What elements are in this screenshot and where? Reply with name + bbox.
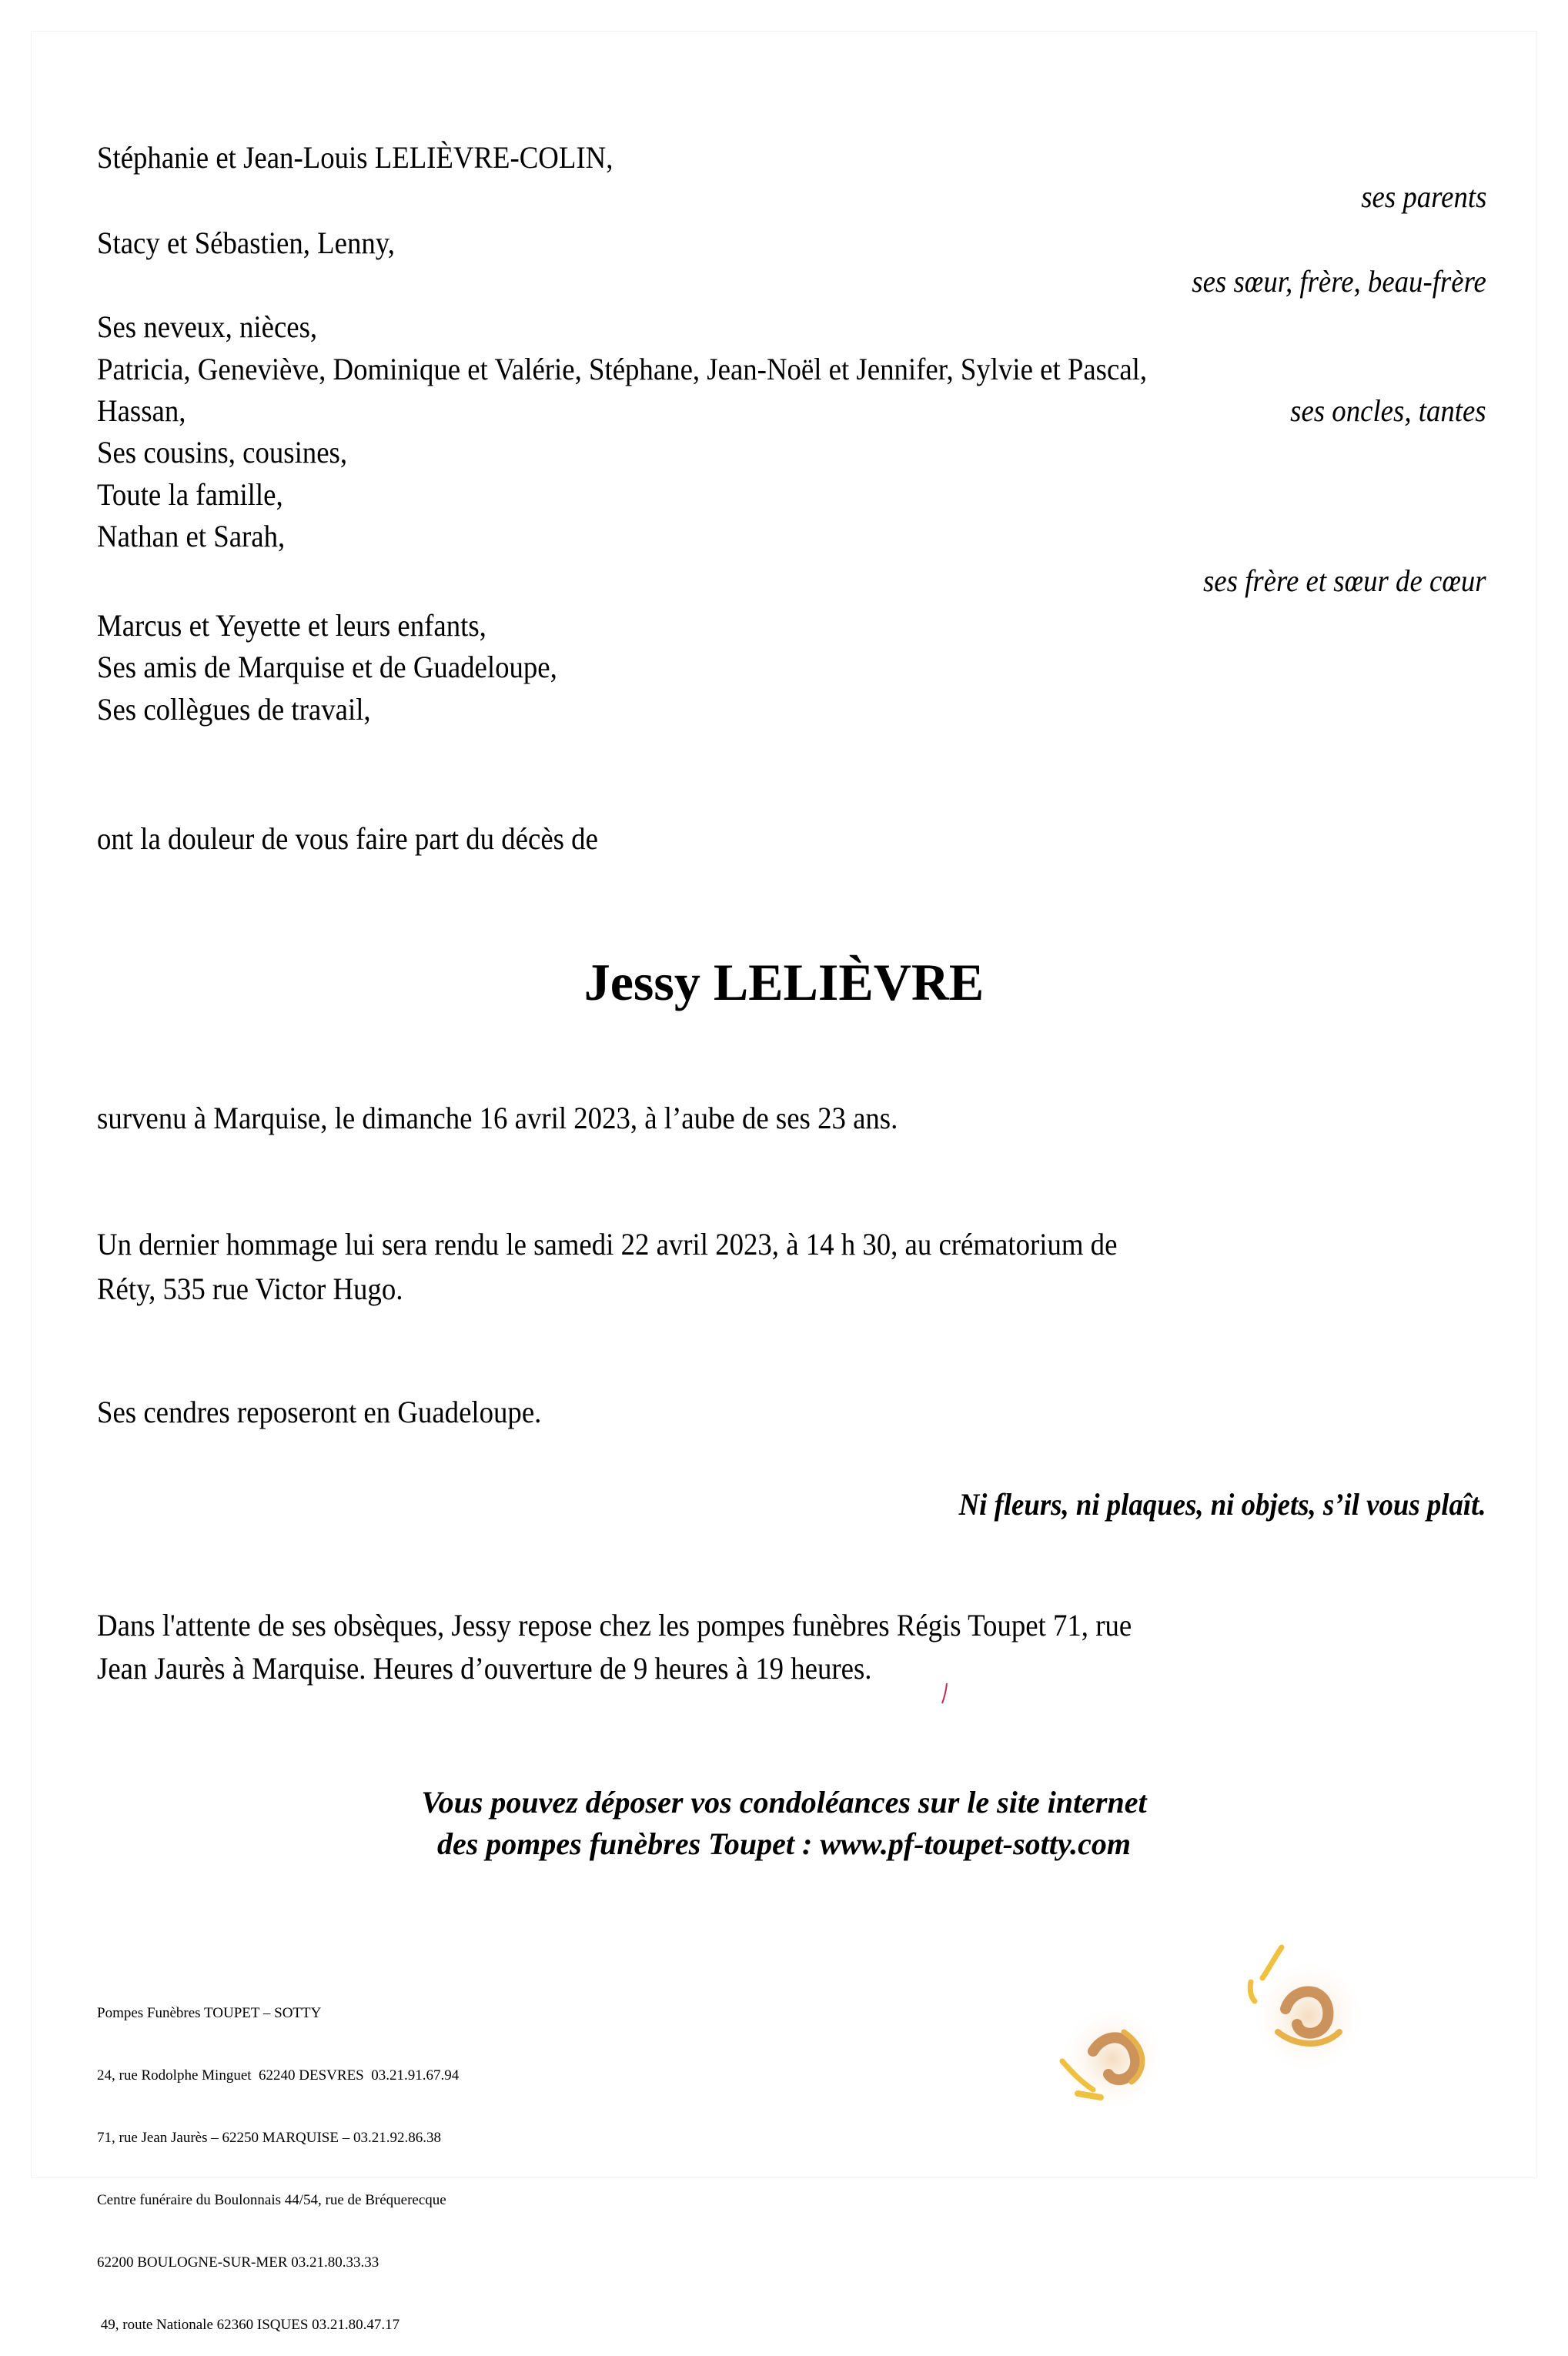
no-flowers-request: Ni fleurs, ni plaques, ni objets, s’il vous plaît. [959,1487,1486,1522]
footer-line-desvres: 24, rue Rodolphe Minguet 62240 DESVRES 03.21.91.67.94 [97,2067,460,2084]
rest-info-line-2: Jean Jaurès à Marquise. Heures d’ouverture de 9 heures à 19 heures. [97,1651,872,1686]
ashes-text: Ses cendres reposeront en Guadeloupe. [97,1395,542,1429]
funeral-home-contacts [97,1961,459,2356]
family-line-siblings: Stacy et Sébastien, Lenny, [97,226,395,260]
family-line-family: Toute la famille, [97,477,283,512]
family-line-hassan: Hassan, [97,393,186,428]
deceased-name: Jessy LELIÈVRE [583,953,985,1011]
flower-illustration-icon [1031,1924,1447,2124]
family-line-nephews: Ses neveux, nièces, [97,309,318,344]
footer-line-boulonnais: Centre funéraire du Boulonnais 44/54, rue de Bréquerecque [97,2192,446,2208]
family-line-colleagues: Ses collègues de travail, [97,692,371,727]
condolences-line-1: Vous pouvez déposer vos condoléances sur le site internet [421,1785,1147,1820]
pen-mark-icon [941,1682,948,1705]
ceremony-line-2: Réty, 535 rue Victor Hugo. [97,1272,403,1306]
footer-line-company: Pompes Funèbres TOUPET – SOTTY [97,2005,322,2021]
family-line-uncles-list: Patricia, Geneviève, Dominique et Valérie, Stéphane, Jean-Noël et Jennifer, Sylvie et Pascal, [97,352,1148,386]
flower-left-icon [1058,2005,1166,2113]
family-line-cousins: Ses cousins, cousines, [97,435,348,470]
family-line-marcus: Marcus et Yeyette et leurs enfants, [97,608,486,643]
family-line-nathan-sarah: Nathan et Sarah, [97,519,286,553]
footer-line-boulogne: 62200 BOULOGNE-SUR-MER 03.21.80.33.33 [97,2254,379,2271]
family-line-friends: Ses amis de Marquise et de Guadeloupe, [97,650,557,684]
footer-line-isques: 49, route Nationale 62360 ISQUES 03.21.80.47.17 [97,2317,400,2333]
relation-uncles: ses oncles, tantes [1290,393,1486,428]
footer-line-marquise: 71, rue Jean Jaurès – 62250 MARQUISE – 03.21.92.86.38 [97,2130,441,2146]
ceremony-line-1: Un dernier hommage lui sera rendu le samedi 22 avril 2023, à 14 h 30, au crématorium de [97,1227,1118,1262]
relation-heart-siblings: ses frère et sœur de cœur [1203,563,1486,598]
rest-info-line-1: Dans l'attente de ses obsèques, Jessy repose chez les pompes funèbres Régis Toupet 71, rue [97,1608,1132,1643]
family-line-parents: Stéphanie et Jean-Louis LELIÈVRE-COLIN, [97,140,613,175]
relation-parents: ses parents [1360,179,1486,214]
relation-siblings: ses sœur, frère, beau-frère [1192,264,1486,299]
condolences-line-2[interactable]: des pompes funèbres Toupet : www.pf-toupet-sotty.com [436,1826,1132,1861]
death-info: survenu à Marquise, le dimanche 16 avril 2023, à l’aube de ses 23 ans. [97,1101,898,1135]
flower-right-icon [1250,1947,1366,2074]
announcement-text: ont la douleur de vous faire part du décès de [97,821,598,856]
